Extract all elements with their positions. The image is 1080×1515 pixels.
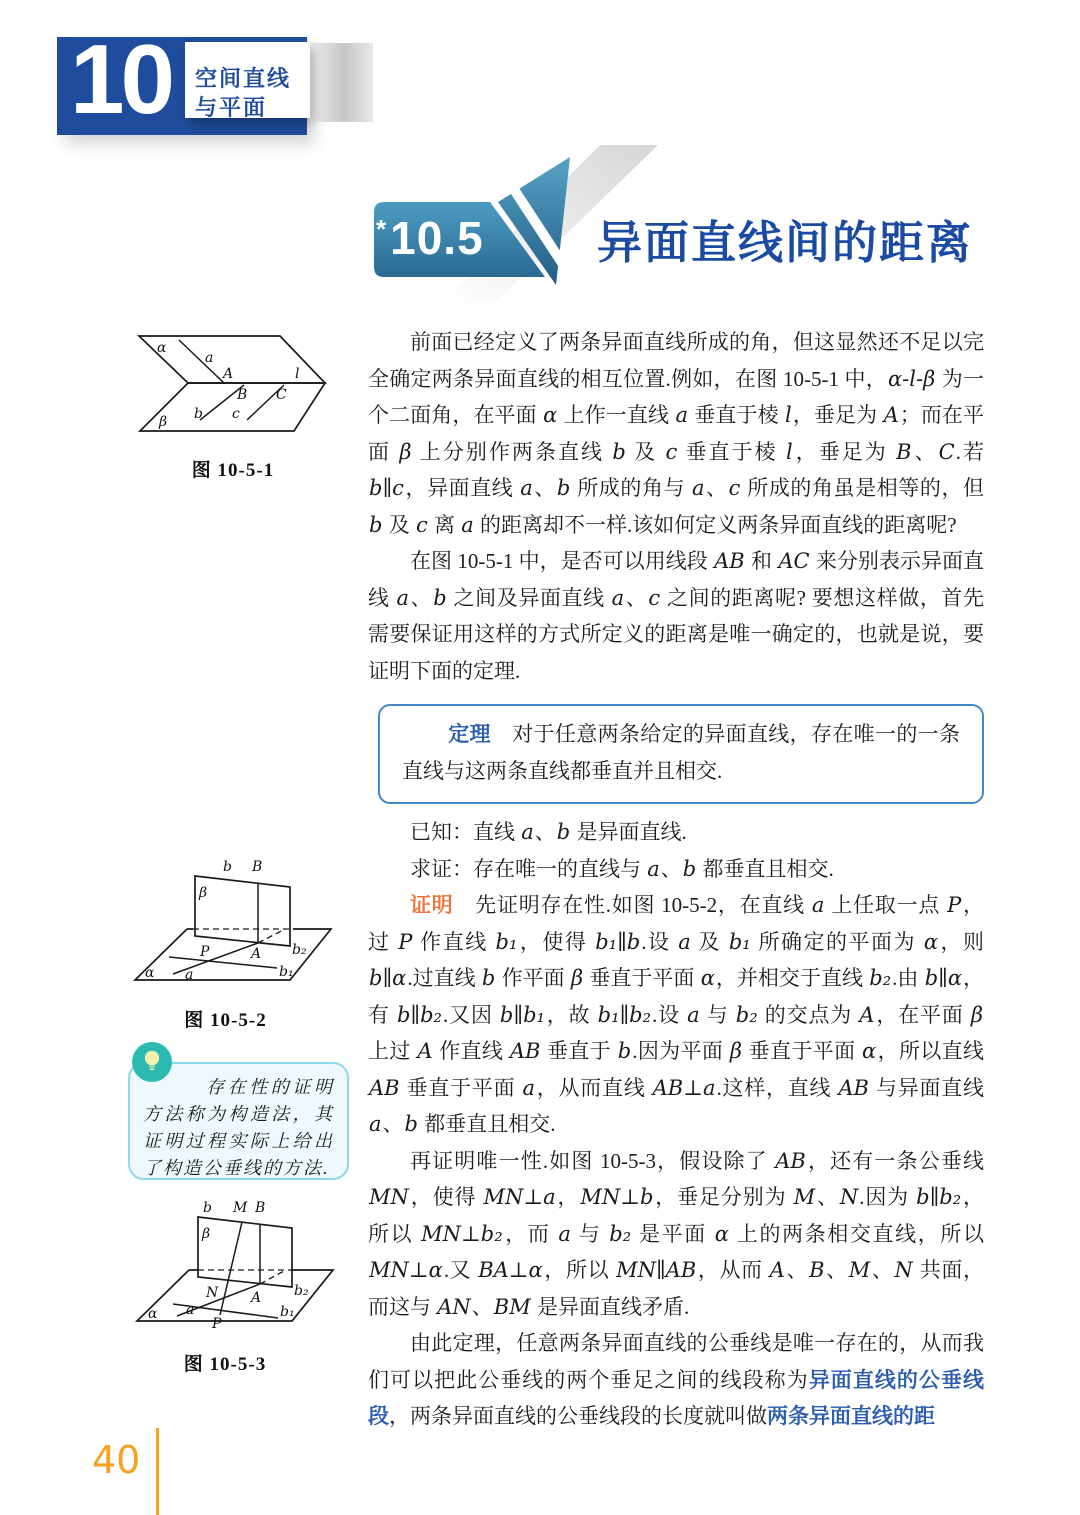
label-B: B (237, 387, 248, 403)
page-number: 40 (92, 1438, 141, 1482)
label-alpha: α (148, 1306, 158, 1322)
section-title: 异面直线间的距离 (597, 217, 974, 268)
label-b1: b₁ (279, 964, 294, 980)
label-b2: b₂ (292, 942, 307, 958)
section-number: 10.5 (390, 212, 484, 264)
footer-divider-line (156, 1428, 159, 1515)
paragraph-proof-existence: 证明 先证明存在性.如图 10-5-2，在直线 a 上任取一点 P，过 P 作直线 b₁，使得 b₁∥b.设 a 及 b₁ 所确定的平面为 α，则 b∥α.过直线 b 作平面 β 垂直于平面 α，并相交于直线 b₂.由 b∥α，有 b∥b₂.又因 b∥b₁，故 b₁∥b₂.设 a 与 b₂ 的交点为 A，在平面 β 上过 A 作直线 AB 垂直于 b.因为平面 β 垂直于平面 α，所以直线 AB 垂直于平面 a，从而直线 AB⊥a.这样，直线 AB 与异面直线 a、b 都垂直且相交. (368, 893, 985, 1136)
label-a: a (185, 967, 194, 983)
label-B: B (252, 859, 263, 875)
paragraph-question: 在图 10-5-1 中，是否可以用线段 AB 和 AC 来分别表示异面直线 a、b 之间及异面直线 a、c 之间的距离呢? 要想这样做，首先需要保证用这样的方式所定义的距离是唯一确定的，也就是说，要证明下面的定理. (368, 549, 985, 683)
chapter-badge (57, 24, 387, 157)
chapter-number: 10 (70, 24, 172, 134)
label-c: c (232, 406, 240, 422)
paragraph-to-prove: 求证：存在唯一的直线与 a、b 都垂直且相交. (410, 856, 834, 881)
chapter-title (195, 64, 291, 122)
paragraph-conclusion: 由此定理，任意两条异面直线的公垂线是唯一存在的，从而我们可以把此公垂线的两个垂足之间的线段称为异面直线的公垂线段，两条异面直线的公垂线段的长度就叫做两条异面直线的距 (368, 1331, 985, 1428)
label-l: l (295, 366, 300, 382)
label-a: a (186, 1302, 195, 1318)
chapter-title-line2: 与平面 (195, 95, 268, 120)
label-B: B (255, 1200, 266, 1216)
label-A: A (251, 946, 262, 962)
figure-10-5-3 (100, 1200, 350, 1376)
label-alpha: α (157, 340, 167, 356)
paragraph-proof-uniqueness: 再证明唯一性.如图 10-5-3，假设除了 AB，还有一条公垂线 MN，使得 MN⊥a，MN⊥b，垂足分别为 M、N.因为 b∥b₂，所以 MN⊥b₂，而 a 与 b₂ 是平面 α 上的两条相交直线，所以 MN⊥α.又 BA⊥α，所以 MN∥AB，从而 A、B、M、N 共面，而这与 AN、BM 是异面直线矛盾. (368, 1148, 985, 1319)
paragraph-given: 已知：直线 a、b 是异面直线. (410, 820, 687, 844)
label-a: a (205, 350, 214, 366)
figure-10-5-1-diagram (117, 328, 349, 438)
label-N: N (206, 1285, 219, 1301)
chapter-title-line1: 空间直线 (195, 66, 292, 91)
label-beta: β (199, 885, 208, 901)
paragraph-intro: 前面已经定义了两条异面直线所成的角，但这显然还不足以完全确定两条异面直线的相互位置.例如，在图 10-5-1 中，α-l-β 为一个二面角，在平面 α 上作一直线 a 垂直于棱 l，垂足为 A；而在平面 β 上分别作两条直线 b 及 c 垂直于棱 l，垂足为 B、C.若 b∥c，异面直线 a、b 所成的角与 a、c 所成的角虽是相等的，但 b 及 c 离 a 的距离却不一样.该如何定义两条异面直线的距离呢? (368, 330, 985, 537)
figure-10-5-1 (116, 328, 350, 482)
figure-10-5-1-caption: 图 10-5-1 (191, 460, 275, 481)
label-P: P (200, 944, 210, 960)
label-A: A (251, 1290, 262, 1306)
label-b: b (223, 859, 232, 875)
tip-text: 存在性的证明方法称为构造法，其证明过程实际上给出了构造公垂线的方法. (143, 1077, 334, 1178)
theorem-box (378, 704, 984, 804)
section-number-badge (376, 212, 536, 264)
label-A: A (223, 366, 234, 382)
label-P: P (212, 1316, 222, 1332)
label-b1: b₁ (280, 1304, 295, 1320)
lightbulb-icon (132, 1042, 172, 1082)
label-b2: b₂ (294, 1283, 309, 1299)
main-text-column (368, 324, 984, 1435)
label-beta: β (159, 414, 168, 430)
label-beta: β (202, 1226, 211, 1242)
figure-10-5-3-caption: 图 10-5-3 (183, 1354, 267, 1375)
label-M: M (233, 1200, 248, 1216)
figure-10-5-2-caption: 图 10-5-2 (184, 1010, 267, 1031)
label-b: b (203, 1200, 212, 1216)
chapter-badge-gray-card (310, 43, 373, 122)
theorem-text: 定理 对于任意两条给定的异面直线，存在唯一的一条直线与这两条直线都垂直并且相交. (402, 722, 961, 783)
label-C: C (276, 387, 287, 403)
label-alpha: α (145, 965, 155, 981)
label-b: b (194, 406, 203, 422)
figure-10-5-3-diagram (100, 1200, 350, 1332)
figure-10-5-2-diagram (103, 856, 348, 988)
asterisk-icon: * (376, 214, 387, 244)
figure-10-5-2 (103, 856, 348, 1032)
